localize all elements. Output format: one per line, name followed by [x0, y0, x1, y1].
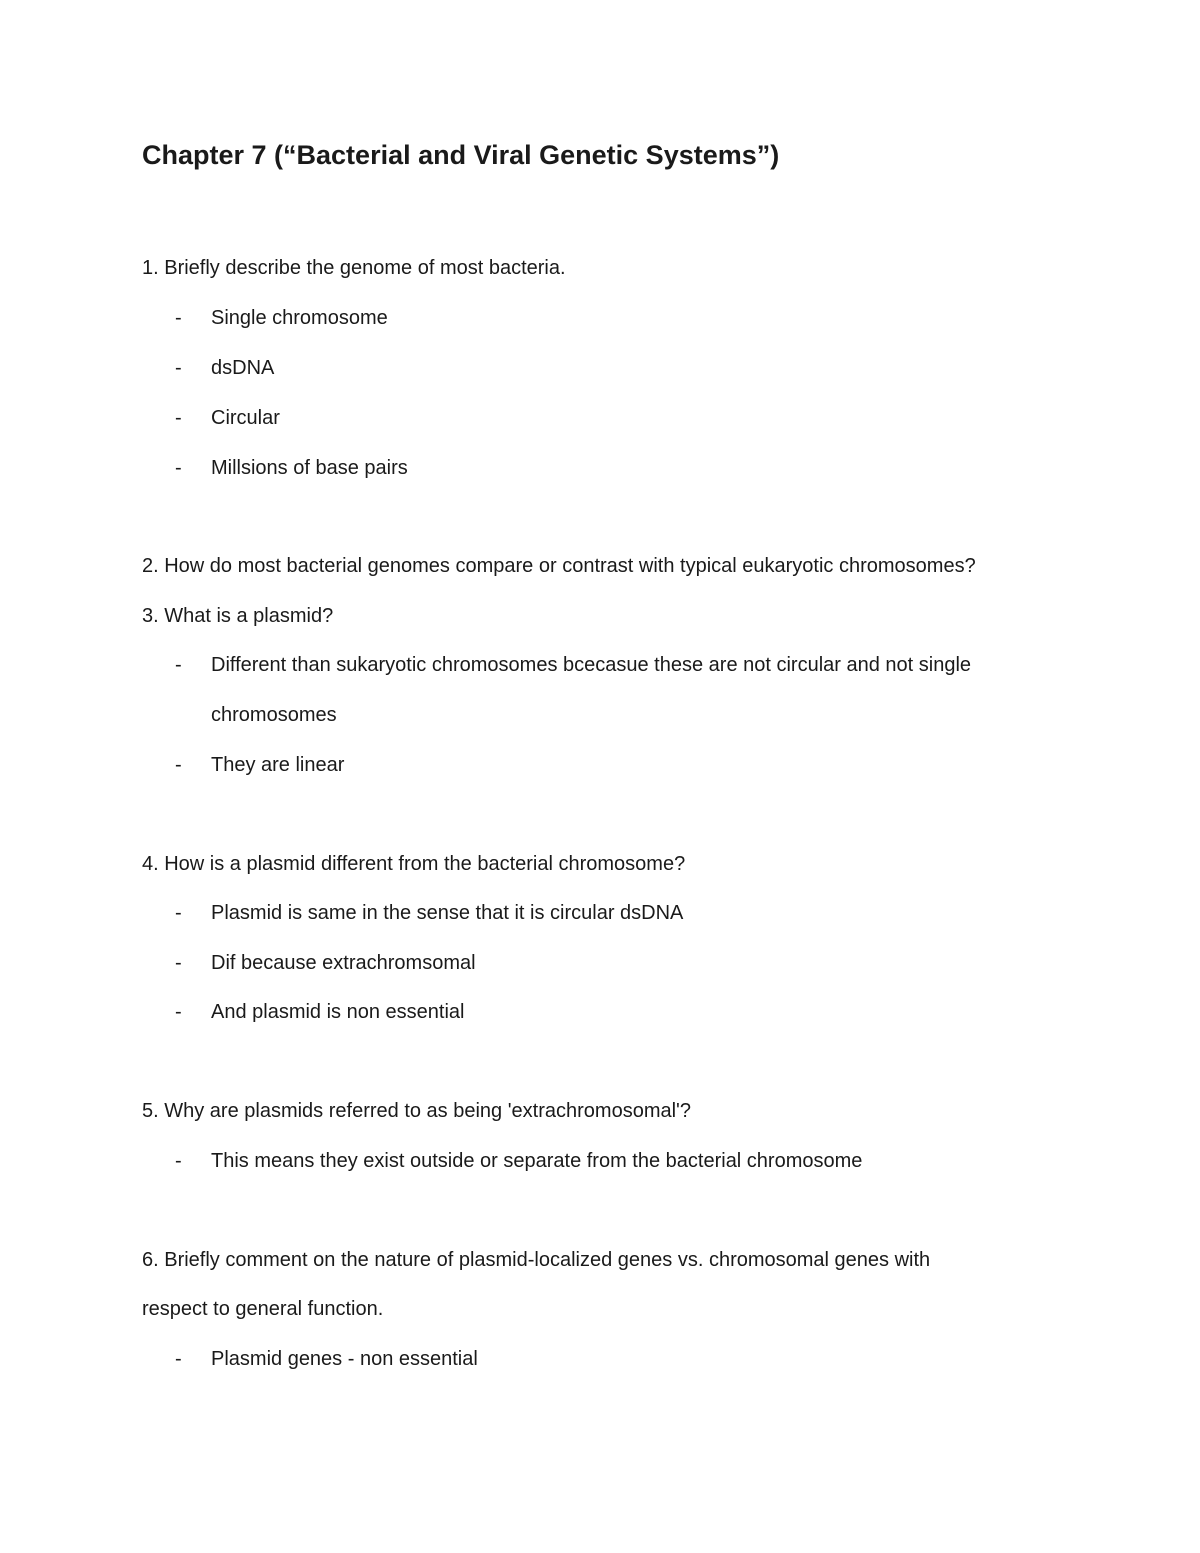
question-4: 4. How is a plasmid different from the bacterial chromosome? — [142, 853, 686, 875]
answer-item: Plasmid is same in the sense that it is circular dsDNA — [211, 902, 684, 924]
bullet-marker: - — [175, 457, 182, 479]
answer-item: Plasmid genes - non essential — [211, 1348, 478, 1370]
bullet-marker: - — [175, 902, 182, 924]
answer-item: Dif because extrachromsomal — [211, 952, 476, 974]
bullet-marker: - — [175, 1348, 182, 1370]
question-5: 5. Why are plasmids referred to as being 'extrachromosomal'? — [142, 1100, 691, 1122]
question-3: 3. What is a plasmid? — [142, 605, 334, 627]
answer-item: Single chromosome — [211, 307, 388, 329]
question-6-continuation: respect to general function. — [142, 1298, 384, 1320]
bullet-marker: - — [175, 754, 182, 776]
answer-item: dsDNA — [211, 357, 275, 379]
answer-item: Millsions of base pairs — [211, 457, 408, 479]
answer-item: And plasmid is non essential — [211, 1001, 465, 1023]
bullet-marker: - — [175, 357, 182, 379]
answer-item: Different than sukaryotic chromosomes bcecasue these are not circular and not single — [211, 654, 972, 676]
bullet-marker: - — [175, 407, 182, 429]
question-6: 6. Briefly comment on the nature of plasmid-localized genes vs. chromosomal genes with — [142, 1249, 931, 1271]
bullet-marker: - — [175, 1001, 182, 1023]
bullet-marker: - — [175, 307, 182, 329]
chapter-title: Chapter 7 (“Bacterial and Viral Genetic Systems”) — [142, 140, 780, 170]
answer-item: They are linear — [211, 754, 345, 776]
question-2: 2. How do most bacterial genomes compare or contrast with typical eukaryotic chromosomes? — [142, 555, 976, 577]
question-1: 1. Briefly describe the genome of most bacteria. — [142, 257, 566, 279]
bullet-marker: - — [175, 654, 182, 676]
answer-item: Circular — [211, 407, 280, 429]
answer-item-continuation: chromosomes — [211, 704, 337, 726]
bullet-marker: - — [175, 1150, 182, 1172]
answer-item: This means they exist outside or separate from the bacterial chromosome — [211, 1150, 863, 1172]
bullet-marker: - — [175, 952, 182, 974]
